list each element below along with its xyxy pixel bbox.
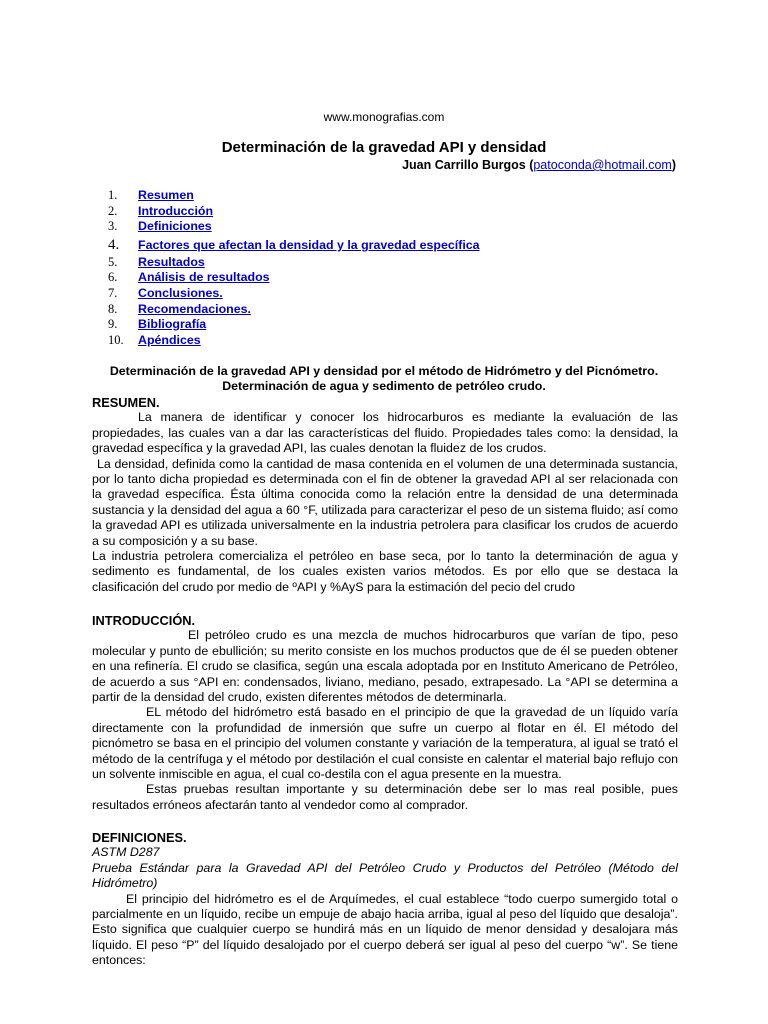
definiciones-heading: DEFINICIONES. bbox=[92, 830, 187, 845]
toc-number: 10. bbox=[108, 332, 124, 347]
author-line: Juan Carrillo Burgos (patoconda@hotmail.com) bbox=[402, 158, 676, 172]
introduccion-heading: INTRODUCCIÓN. bbox=[92, 613, 196, 628]
author-name: Juan Carrillo Burgos bbox=[402, 158, 526, 172]
toc-number: 5. bbox=[108, 254, 118, 269]
toc-link-resultados[interactable]: Resultados bbox=[138, 254, 205, 269]
toc-item bbox=[108, 270, 480, 286]
introduccion-paragraph: Estas pruebas resultan importante y su determinación debe ser lo mas real posible, pues resultados erróneos afectarán tanto al vendedor como al comprador. bbox=[92, 782, 678, 812]
toc-number: 1. bbox=[108, 188, 118, 202]
toc-number: 8. bbox=[108, 301, 118, 316]
astm-code: ASTM D287 bbox=[92, 845, 160, 860]
toc-link-introduccion[interactable]: Introducción bbox=[138, 203, 214, 218]
author-email-link[interactable]: patoconda@hotmail.com bbox=[533, 158, 672, 172]
definiciones-section bbox=[92, 830, 678, 969]
resumen-paragraph: La industria petrolera comercializa el petróleo en base seca, por lo tanto la determinación de agua y sedimento es fundamental, de los cuales existen varios métodos. Es por ello que se destaca la clasificación del crudo por medio de ºAPI y %AyS para la estimación del pecio del crudo bbox=[92, 549, 678, 594]
toc-link-apendices[interactable]: Apéndices bbox=[138, 332, 201, 347]
table-of-contents bbox=[108, 188, 480, 348]
document-title: Determinación de la gravedad API y densidad bbox=[221, 139, 547, 156]
toc-item bbox=[108, 219, 480, 235]
site-url: www.monografias.com bbox=[323, 110, 445, 124]
toc-item bbox=[108, 317, 480, 333]
toc-item bbox=[108, 286, 480, 302]
toc-item bbox=[108, 333, 480, 349]
resumen-paragraph: La densidad, definida como la cantidad de masa contenida en el volumen de una determinada sustancia, por lo tanto dicha propiedad es determinada con el fin de obtener la gravedad API al ser relacionada con la gravedad específica. Ésta última conocida como la relación entre la densidad de una determinada sustancia y la densidad del agua a 60 °F, utilizada para caracterizar el peso de un sistema fluido; así como la gravedad API es utilizada universalmente en la industria petrolera para clasificar los crudos de acuerdo a su composición y a su base. bbox=[92, 456, 678, 548]
toc-link-recomendaciones[interactable]: Recomendaciones. bbox=[138, 301, 251, 316]
introduccion-paragraph: EL método del hidrómetro está basado en el principio de que la gravedad de un líquido varía directamente con la profundidad de inmersión que sufre un cuerpo al flotar en él. El método del picnómetro se basa en el principio del volumen constante y variación de la temperatura, al igual se trató el método de la centrífuga y el método por destilación el cual consiste en calentar el material bajo reflujo con un solvente inmiscible en agua, el cual co-destila con el agua presente en la muestra. bbox=[92, 705, 678, 782]
toc-number: 3. bbox=[108, 219, 118, 234]
resumen-heading: RESUMEN. bbox=[92, 395, 160, 410]
toc-number: 7. bbox=[108, 285, 118, 300]
toc-number: 4. bbox=[108, 236, 120, 253]
toc-item bbox=[108, 235, 480, 255]
toc-item bbox=[108, 188, 480, 204]
toc-link-factores[interactable]: Factores que afectan la densidad y la gravedad específica bbox=[138, 237, 480, 252]
subtitle-line: Determinación de la gravedad API y densidad por el método de Hidrómetro y del Picnómetro. bbox=[109, 364, 659, 378]
introduccion-paragraph: El petróleo crudo es una mezcla de muchos hidrocarburos que varían de tipo, peso molecular y punto de ebullición; su merito consiste en los muchos productos que de él se pueden obtener en una refinería. El crudo se clasifica, según una escala adoptada por en Instituto Americano de Petróleo, de acuerdo a sus °API en: condensados, liviano, mediano, pesado, extrapesado. La °API se determina a partir de la densidad del crudo, existen diferentes métodos de determinarla. bbox=[92, 628, 678, 705]
toc-number: 6. bbox=[108, 270, 118, 285]
toc-item bbox=[108, 255, 480, 271]
toc-link-conclusiones[interactable]: Conclusiones. bbox=[138, 285, 223, 300]
toc-link-resumen[interactable]: Resumen bbox=[138, 188, 194, 202]
toc-link-analisis[interactable]: Análisis de resultados bbox=[138, 270, 270, 285]
toc-link-definiciones[interactable]: Definiciones bbox=[138, 219, 212, 234]
astm-test-title: Prueba Estándar para la Gravedad API del Petróleo Crudo y Productos del Petróleo (Método del Hidrómetro) bbox=[92, 860, 678, 891]
toc-item bbox=[108, 204, 480, 220]
definiciones-paragraph: El principio del hidrómetro es el de Arquímedes, el cual establece “todo cuerpo sumergido total o parcialmente en un líquido, recibe un empuje de abajo hacia arriba, igual al peso del líquido que desaloja”. Esto significa que cualquier cuerpo se hundirá más en un líquido de menor densidad y desalojara más líquido. El peso “P” del líquido desalojado por el cuerpo deberá ser igual al peso del cuerpo “w”. Se tiene entonces: bbox=[92, 891, 678, 968]
toc-item bbox=[108, 302, 480, 318]
resumen-section bbox=[92, 395, 678, 595]
introduccion-section bbox=[92, 613, 678, 813]
section-subtitle bbox=[92, 364, 676, 395]
subtitle-line: Determinación de agua y sedimento de petróleo crudo. bbox=[222, 379, 546, 394]
toc-link-bibliografia[interactable]: Bibliografía bbox=[138, 317, 207, 332]
toc-number: 9. bbox=[108, 317, 118, 332]
toc-number: 2. bbox=[108, 203, 118, 218]
resumen-paragraph: La manera de identificar y conocer los hidrocarburos es mediante la evaluación de las propiedades, las cuales van a dar las características del fluido. Propiedades tales como: la densidad, la gravedad específica y la gravedad API, las cuales denotan la fluidez de los crudos. bbox=[92, 410, 678, 456]
